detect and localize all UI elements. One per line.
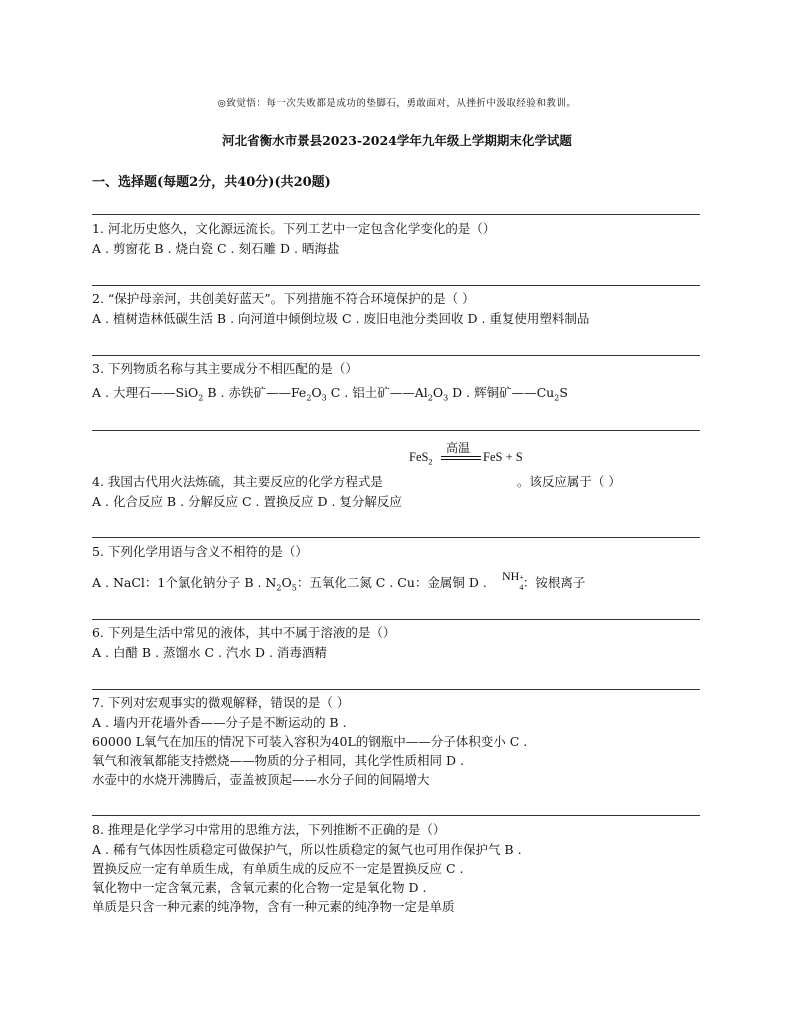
question-1-options: A . 剪窗花 B . 烧白瓷 C . 刻石雕 D . 晒海盐 xyxy=(92,241,340,256)
section-heading: 一、选择题(每题2分，共40分)(共20题) xyxy=(92,175,331,190)
equation-condition: 高温 xyxy=(446,441,471,455)
question-4-options: A . 化合反应 B . 分解反应 C . 置换反应 D . 复分解反应 xyxy=(92,494,402,509)
equation-reactant: FeS$_2$ xyxy=(409,450,433,467)
question-7-option-line: A . 墙内开花墙外香——分子是不断运动的 B . xyxy=(92,715,347,730)
equals-sign xyxy=(441,456,481,457)
question-8-stem: 8. 推理是化学学习中常用的思维方法，下列推断不正确的是（） xyxy=(92,822,446,837)
question-8-option-line: 置换反应一定有单质生成，有单质生成的反应不一定是置换反应 C . xyxy=(92,861,464,876)
equation-products: FeS + S xyxy=(483,450,523,464)
divider xyxy=(92,689,700,690)
question-3-options: A . 大理石——SiO$_2$ B . 赤铁矿$——Fe_2O_3$ C . 铝土矿$——Al_2O_3$ D . 辉铜矿$——Cu_2S$ xyxy=(92,385,568,403)
question-7-option-line: 水壶中的水烧开沸腾后，壶盖被顶起——水分子间的间隔增大 xyxy=(92,772,430,787)
question-2-options: A . 植树造林低碳生活 B . 向河道中倾倒垃圾 C . 废旧电池分类回收 D . 重复使用塑料制品 xyxy=(92,311,590,326)
motto-text: ◎致觉悟：每一次失败都是成功的垫脚石，勇敢面对，从挫折中汲取经验和教训。 xyxy=(217,98,577,109)
ammonium-ion: NH + 4 xyxy=(502,569,524,592)
equals-sign xyxy=(441,459,481,460)
question-7-option-line: 60000 L氧气在加压的情况下可装入容积为40L的钢瓶中——分子体积变小 C . xyxy=(92,734,528,749)
question-8-option-line: 氧化物中一定含氧元素，含氧元素的化合物一定是氧化物 D . xyxy=(92,880,427,895)
question-6-stem: 6. 下列是生活中常见的液体，其中不属于溶液的是（） xyxy=(92,625,396,640)
question-2-stem: 2. “保护母亲河，共创美好蓝天”。下列措施不符合环境保护的是（ ） xyxy=(92,291,475,306)
page-title: 河北省衡水市景县2023-2024学年九年级上学期期末化学试题 xyxy=(222,133,572,148)
divider xyxy=(92,285,700,286)
divider xyxy=(92,355,700,356)
question-7-stem: 7. 下列对宏观事实的微观解释，错误的是（ ） xyxy=(92,695,350,710)
divider xyxy=(92,815,700,816)
question-7-option-line: 氧气和液氧都能支持燃烧——物质的分子相同，其化学性质相同 D . xyxy=(92,753,464,768)
question-6-options: A . 白醋 B . 蒸馏水 C . 汽水 D . 消毒酒精 xyxy=(92,645,327,660)
divider xyxy=(92,537,700,538)
question-8-option-line: 单质是只含一种元素的纯净物，含有一种元素的纯净物一定是单质 xyxy=(92,899,455,914)
question-5-options: A . NaCl：1个氯化钠分子 B . $N_2O_5$：五氧化二氮 C . Cu：金属铜 D . ：铵根离子 xyxy=(92,575,586,593)
question-1-stem: 1. 河北历史悠久，文化源远流长。下列工艺中一定包含化学变化的是（） xyxy=(92,221,496,236)
chemical-equation xyxy=(409,439,529,475)
question-3-stem: 3. 下列物质名称与其主要成分不相匹配的是（） xyxy=(92,361,358,376)
question-8-option-line: A . 稀有气体因性质稳定可做保护气，所以性质稳定的氮气也可用作保护气 B . xyxy=(92,842,522,857)
divider xyxy=(92,214,700,215)
divider xyxy=(92,619,700,620)
divider xyxy=(92,430,700,431)
question-4-stem: 4. 我国古代用火法炼硫，其主要反应的化学方程式是 。该反应属于（ ） xyxy=(92,474,621,489)
question-5-stem: 5. 下列化学用语与含义不相符的是（） xyxy=(92,544,308,559)
